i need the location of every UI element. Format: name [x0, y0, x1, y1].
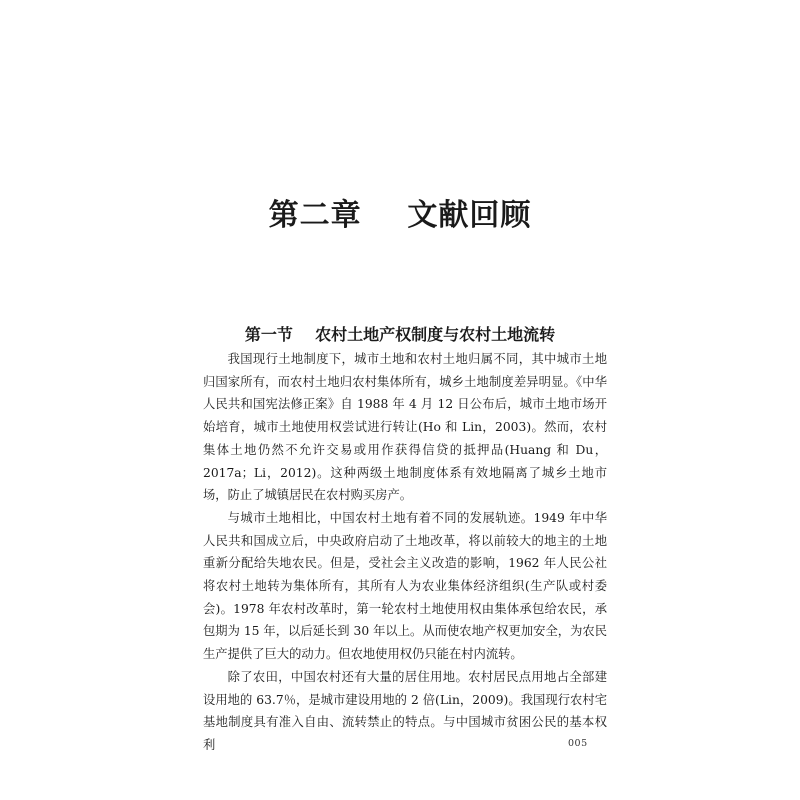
paragraph-residential-land: 除了农田，中国农村还有大量的居住用地。农村居民点用地占全部建设用地的 63.7％，是城市建设用地的 2 倍(Lin，2009)。我国现行农村宅基地制度具有准入自由、流转禁止的特点。与中国城市贫困公民的基本权利: [203, 669, 607, 752]
body-text: [203, 348, 607, 757]
chapter-title: 第二章 文献回顾: [268, 198, 532, 234]
paragraph-land-system: 我国现行土地制度下，城市土地和农村土地归属不同，其中城市土地归国家所有，而农村土地归农村集体所有，城乡土地制度差异明显。《中华人民共和国宪法修正案》自 1988 年 4 月 12 日公布后，城市土地市场开始培育，城市土地使用权尝试进行转让(Ho 和 Lin，2003)。然而，农村集体土地仍然不允许交易或用作获得信贷的抵押品(Huang 和 Du，2017a；Li，2012)。这种两级土地制度体系有效地隔离了城乡土地市场，防止了城镇居民在农村购买房产。: [203, 352, 607, 503]
section-title: 第一节 农村土地产权制度与农村土地流转: [244, 325, 556, 345]
paragraph-rural-land-history: 与城市土地相比，中国农村土地有着不同的发展轨迹。1949 年中华人民共和国成立后，中央政府启动了土地改革，将以前较大的地主的土地重新分配给失地农民。但是，受社会主义改造的影响，1962 年人民公社将农村土地转为集体所有，其所有人为农业集体经济组织(生产队或村委会)。1978 年农村改革时，第一轮农村土地使用权由集体承包给农民，承包期为 15 年，以后延长到 30 年以上。从而使农地产权更加安全，为农民生产提供了巨大的动力。但农地使用权仍只能在村内流转。: [203, 510, 607, 662]
page-number: 005: [568, 738, 588, 749]
